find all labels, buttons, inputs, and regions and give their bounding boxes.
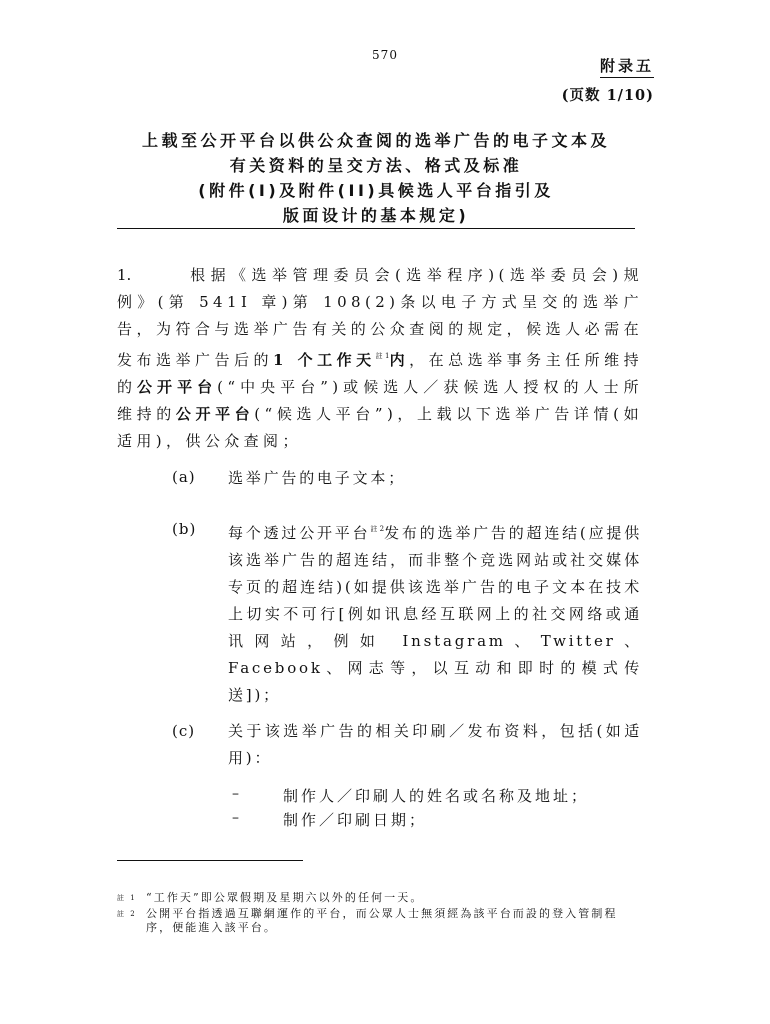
title-line-1: 上载至公开平台以供公众查阅的选举广告的电子文本及 <box>141 131 610 150</box>
bullet-text-2: 制作／印刷日期； <box>283 811 428 829</box>
footnote-2-mark: 註 2 <box>117 910 137 918</box>
page-number: 570 <box>372 48 398 62</box>
bullet-dash-1: – <box>232 786 239 802</box>
page-count-label: (页数 1/10) <box>561 87 654 104</box>
title-line-2: 有关资料的呈交方法、格式及标准 <box>229 156 523 175</box>
item-a-text: 选举广告的电子文本； <box>228 469 407 487</box>
title-line-3: (附件(I)及附件(II)具候选人平台指引及 <box>198 181 554 200</box>
document-title <box>117 128 635 228</box>
bullet-text-1: 制作人／印刷人的姓名或名称及地址； <box>283 787 590 805</box>
working-day-emphasis: 1 个工作天 <box>273 351 376 369</box>
item-b-text-2: 发布的选举广告的超连结(应提供该选举广告的超连结，而非整个竞选网站或社交媒体专页的超连结)(如提供该选举广告的电子文本在技术上切实不可行[例如讯息经互联网上的社交网络或通讯网站，例如 Instagram、Twitter、Facebook、网志等，以互动和即时的模式传送])； <box>228 524 642 704</box>
bullet-dash-2: – <box>232 810 239 826</box>
paragraph-text-4: (“候选人平台”)，上载以下选举广告详情(如适用)，供公众查阅； <box>117 405 643 450</box>
item-a-label: (a) <box>172 468 196 486</box>
item-b-text <box>228 516 642 709</box>
footnote-1-text: “工作天”即公眾假期及星期六以外的任何一天。 <box>146 891 424 904</box>
paragraph-text-2: ，在总选举事务主任所维持的 <box>117 351 644 396</box>
paragraph-number: 1. <box>117 266 132 284</box>
appendix-label: 附录五 <box>600 55 654 78</box>
paragraph-text-3: (“中央平台”)或候选人／获候选人授权的人士所维持的 <box>117 378 643 423</box>
within-emphasis: 内 <box>389 351 410 369</box>
footnote-1-mark: 註 1 <box>117 894 137 902</box>
footnote-2-text: 公開平台指透過互聯網運作的平台，而公眾人士無須經為該平台而設的登入管制程序，便能進入該平台。 <box>146 907 618 934</box>
title-divider <box>117 228 635 229</box>
public-platform-emphasis-2: 公开平台 <box>175 405 255 423</box>
item-b-text-1: 每个透过公开平台 <box>228 524 371 542</box>
item-c-label: (c) <box>172 722 196 740</box>
title-line-4: 版面设计的基本规定) <box>282 206 470 225</box>
footnote-ref-1[interactable]: 註 1 <box>375 352 390 360</box>
footnote-ref-2[interactable]: 註 2 <box>370 525 385 533</box>
paragraph-text-1: 根据《选举管理委员会(选举程序)(选举委员会)规例》(第 541I 章)第 108(2)条以电子方式呈交的选举广告，为符合与选举广告有关的公众查阅的规定，候选人必需在发布选举广告后的 <box>117 266 643 369</box>
item-c-text: 关于该选举广告的相关印刷／发布资料，包括(如适用)： <box>228 722 642 767</box>
item-b-label: (b) <box>172 520 197 538</box>
footnote-divider <box>117 860 303 861</box>
paragraph-1 <box>117 262 643 455</box>
public-platform-emphasis-1: 公开平台 <box>137 378 218 396</box>
